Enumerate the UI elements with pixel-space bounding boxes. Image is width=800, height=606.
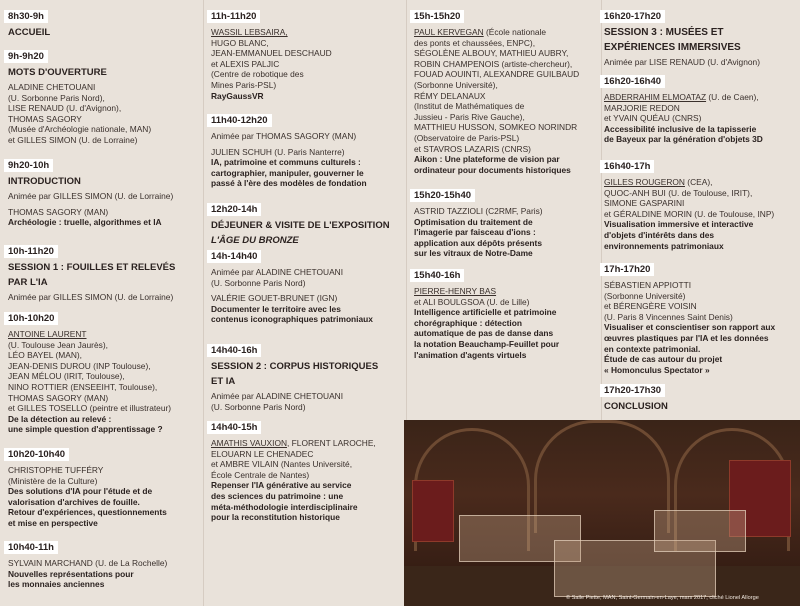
speaker-line: Mines Paris-PSL) xyxy=(211,79,277,90)
block-lines xyxy=(414,286,600,360)
speaker-line: JEAN-EMMANUEL DESCHAUD xyxy=(211,48,332,59)
talk-title: d'objets d'intérêts dans des xyxy=(604,229,715,240)
speaker-line: JULIEN SCHUH (U. Paris Nanterre) xyxy=(211,146,345,157)
session-block xyxy=(604,259,796,375)
speaker-line: (Sorbonne Université), xyxy=(414,79,498,90)
speaker-line: PIERRE-HENRY BAS xyxy=(414,286,497,296)
session-title: ACCUEIL xyxy=(8,27,51,38)
time-label: 16h20-16h40 xyxy=(600,75,665,88)
speaker-line: JEAN MÉLOU (IRIT, Toulouse), xyxy=(8,371,125,382)
speaker-line: SIMONE GASPARINI xyxy=(604,198,685,209)
speaker-line: RÉMY DELANAUX xyxy=(414,90,486,101)
speaker-line: Animée par THOMAS SAGORY (MAN) xyxy=(211,131,357,141)
speaker-line: SYLVAIN MARCHAND (U. de La Rochelle) xyxy=(8,558,168,568)
speaker-line: et ALI BOULGSOA (U. de Lille) xyxy=(414,296,530,307)
speaker-line: (U. Toulouse Jean Jaurès), xyxy=(8,339,108,350)
talk-title: les monnaies anciennes xyxy=(8,579,105,590)
talk-title: application aux dépôts présents xyxy=(414,237,542,248)
talk-title: la notation Beauchamp-Feuillet pour xyxy=(414,338,560,349)
speaker-line: Animée par GILLES SIMON (U. de Lorraine) xyxy=(8,292,174,302)
time-label: 15h40-16h xyxy=(410,269,464,282)
talk-title: ordinateur pour documents historiques xyxy=(414,164,571,175)
speaker-line: et STAVROS LAZARIS (CNRS) xyxy=(414,143,531,154)
speaker-name: ABDERRAHIM ELMOATAZ xyxy=(604,92,707,102)
speaker-line xyxy=(604,177,796,188)
speaker-line: Animée par GILLES SIMON (U. de Lorraine) xyxy=(8,191,174,201)
speaker-line: JEAN-DENIS DUROU (INP Toulouse), xyxy=(8,360,151,371)
speaker-line: Animée par ALADINE CHETOUANI xyxy=(211,267,344,277)
talk-title: méta-méthodologie interdisciplinaire xyxy=(211,501,358,512)
speaker-line: WASSIL LEBSAIRA, xyxy=(211,27,288,37)
speaker-line: THOMAS SAGORY (MAN) xyxy=(8,206,109,217)
block-lines xyxy=(211,391,399,412)
speaker-line: et BÉRENGÈRE VOISIN xyxy=(604,301,697,312)
session-block xyxy=(8,6,196,42)
session-title: ET IA xyxy=(211,376,236,387)
time-label: 15h-15h20 xyxy=(410,10,464,23)
talk-title: en contexte patrimonial. xyxy=(604,343,701,354)
speaker-line: CHRISTOPHE TUFFÉRY xyxy=(8,465,104,475)
speaker-line: (Ministère de la Culture) xyxy=(8,475,98,486)
session-block xyxy=(414,6,600,175)
talk-title: Intelligence artificielle et patrimoine xyxy=(414,307,557,318)
talk-title: RayGaussVR xyxy=(211,90,264,101)
photo-caption: © Salle Piette, MAN, Saint-Germain-en-Laye, mars 2017, cliché Lionel Allorge xyxy=(566,595,759,601)
block-lines xyxy=(414,206,600,259)
talk-title: passé à l'ère des modèles de fondation xyxy=(211,178,367,189)
speaker-affiliation: (École nationale xyxy=(483,27,547,37)
block-lines xyxy=(8,329,196,435)
session-block xyxy=(414,265,600,360)
session-block xyxy=(414,185,600,259)
talk-title: Documenter le territoire avec les xyxy=(211,303,341,314)
talk-title: et mise en perspective xyxy=(8,517,98,528)
speaker-name: GILLES ROUGERON xyxy=(604,177,685,187)
block-lines xyxy=(604,280,796,375)
speaker-line: Jussieu - Paris Rive Gauche), xyxy=(414,111,525,122)
speaker-line: (Institut de Mathématiques de xyxy=(414,101,525,112)
talk-title: de Bayeux par la génération d'objets 3D xyxy=(604,134,763,145)
speaker-line: (U. Sorbonne Paris Nord) xyxy=(211,401,306,412)
session-block xyxy=(211,340,399,412)
time-label: 8h30-9h xyxy=(4,10,48,23)
talk-title: des sciences du patrimoine : une xyxy=(211,490,344,501)
block-lines xyxy=(604,57,796,68)
block-lines xyxy=(604,177,796,251)
session-block xyxy=(604,380,796,416)
time-label: 10h40-11h xyxy=(4,541,58,554)
speaker-line: École Centrale de Nantes) xyxy=(211,469,310,480)
session-block xyxy=(604,156,796,251)
speaker-line: (Centre de robotique des xyxy=(211,69,304,80)
speaker-line: ANTOINE LAURENT xyxy=(8,329,87,339)
session-title: EXPÉRIENCES IMMERSIVES xyxy=(604,42,741,53)
block-lines xyxy=(8,558,196,590)
speaker-line: MARJORIE REDON xyxy=(604,102,680,113)
talk-title: De la détection au relevé : xyxy=(8,413,112,424)
speaker-line: et YVAIN QUÉAU (CNRS) xyxy=(604,113,702,124)
speaker-line: Animée par LISE RENAUD (U. d'Avignon) xyxy=(604,57,760,67)
talk-title: IA, patrimoine et communs culturels : xyxy=(211,157,361,168)
speaker-line: LISE RENAUD (U. d'Avignon), xyxy=(8,103,122,114)
time-label: 17h20-17h30 xyxy=(600,384,665,397)
talk-title: Nouvelles représentations pour xyxy=(8,568,134,579)
session-title: MOTS D'OUVERTURE xyxy=(8,67,107,78)
time-label: 10h-10h20 xyxy=(4,312,58,325)
speaker-affiliation: (CEA), xyxy=(684,177,713,187)
time-label: 17h-17h20 xyxy=(600,263,654,276)
talk-title: sur les vitraux de Notre-Dame xyxy=(414,248,533,259)
speaker-line: (Musée d'Archéologie nationale, MAN) xyxy=(8,124,152,135)
session-block xyxy=(604,71,796,145)
time-label: 16h20-17h20 xyxy=(600,10,665,23)
session-block xyxy=(8,537,196,590)
speaker-line: (Sorbonne Université) xyxy=(604,290,686,301)
speaker-line: THOMAS SAGORY (MAN) xyxy=(8,392,109,403)
speaker-line: ASTRID TAZZIOLI (C2RMF, Paris) xyxy=(414,206,543,216)
speaker-name: AMATHIS VAUXION xyxy=(211,438,288,448)
session-title: SESSION 1 : FOUILLES ET RELEVÉS xyxy=(8,262,176,273)
speaker-line: (U. Sorbonne Paris Nord), xyxy=(8,92,105,103)
talk-title: l'imagerie par faisceau d'ions : xyxy=(414,227,536,238)
time-label: 12h20-14h xyxy=(207,203,261,216)
column-1 xyxy=(8,0,196,606)
column-2 xyxy=(211,0,399,606)
time-label: 10h20-10h40 xyxy=(4,448,69,461)
speaker-line: NINO ROTTIER (ENSEEIHT, Toulouse), xyxy=(8,381,158,392)
time-label: 16h40-17h xyxy=(600,160,654,173)
block-lines xyxy=(8,191,196,228)
speaker-line: et GILLES SIMON (U. de Lorraine) xyxy=(8,134,138,145)
speaker-line: ALADINE CHETOUANI xyxy=(8,82,96,92)
speaker-name: PAUL KERVEGAN xyxy=(414,27,484,37)
talk-title: valorisation d'archives de fouille. xyxy=(8,496,140,507)
speaker-line: LÉO BAYEL (MAN), xyxy=(8,350,82,361)
speaker-line: (Observatoire de Paris-PSL) xyxy=(414,132,520,143)
block-lines xyxy=(414,27,600,175)
session-block xyxy=(604,6,796,68)
talk-title: cartographier, manipuler, gouverner le xyxy=(211,167,364,178)
session-block xyxy=(211,6,399,101)
time-label: 9h-9h20 xyxy=(4,50,48,63)
session-title: CONCLUSION xyxy=(604,401,668,412)
speaker-line: et GÉRALDINE MORIN (U. de Toulouse, INP) xyxy=(604,208,775,219)
speaker-line: Animée par ALADINE CHETOUANI xyxy=(211,391,344,401)
speaker-line: THOMAS SAGORY xyxy=(8,113,82,124)
time-label: 14h-14h40 xyxy=(207,250,261,263)
speaker-line xyxy=(414,27,600,38)
time-label: 14h40-15h xyxy=(207,421,261,434)
session-block xyxy=(8,308,196,435)
session-title: DÉJEUNER & VISITE DE L'EXPOSITION xyxy=(211,220,390,231)
block-lines xyxy=(8,465,196,529)
speaker-line: et GILLES TOSELLO (peintre et illustrateur) xyxy=(8,403,172,414)
time-label: 11h40-12h20 xyxy=(207,114,272,127)
time-label: 15h20-15h40 xyxy=(410,189,475,202)
speaker-line: VALÉRIE GOUET-BRUNET (IGN) xyxy=(211,293,338,304)
talk-title: Repenser l'IA générative au service xyxy=(211,480,352,491)
talk-title: Accessibilité inclusive de la tapisserie xyxy=(604,123,757,134)
session-block xyxy=(8,155,196,228)
session-block xyxy=(211,246,399,325)
talk-title: Retour d'expériences, questionnements xyxy=(8,507,167,518)
block-lines xyxy=(211,27,399,101)
time-label: 10h-11h20 xyxy=(4,245,58,258)
block-lines xyxy=(211,131,399,189)
talk-title: œuvres plastiques par l'IA et les données xyxy=(604,332,769,343)
talk-title: Aikon : Une plateforme de vision par xyxy=(414,154,560,165)
speaker-line: QUOC-ANH BUI (U. de Toulouse, IRIT), xyxy=(604,187,753,198)
session-title: SESSION 2 : CORPUS HISTORIQUES xyxy=(211,361,379,372)
time-label: 14h40-16h xyxy=(207,344,261,357)
session-block xyxy=(8,444,196,529)
talk-title: l'animation d'agents virtuels xyxy=(414,349,527,360)
speaker-line: (U. Sorbonne Paris Nord) xyxy=(211,277,306,288)
time-label: 11h-11h20 xyxy=(207,10,260,23)
talk-title: Étude de cas autour du projet xyxy=(604,354,723,365)
talk-title: contenus iconographiques patrimoniaux xyxy=(211,314,373,325)
session-block xyxy=(8,46,196,146)
talk-title: pour la reconstitution historique xyxy=(211,512,340,523)
talk-title: une simple question d'apprentissage ? xyxy=(8,424,163,435)
speaker-line: ELOUARN LE CHENADEC xyxy=(211,448,314,459)
talk-title: Visualiser et conscientiser son rapport aux xyxy=(604,322,776,333)
session-block xyxy=(211,110,399,189)
talk-title: Optimisation du traitement de xyxy=(414,216,533,227)
speaker-line xyxy=(211,438,399,449)
session-title: SESSION 3 : MUSÉES ET xyxy=(604,27,724,38)
speaker-line: et ALEXIS PALJIC xyxy=(211,58,280,69)
time-label: 9h20-10h xyxy=(4,159,53,172)
block-lines xyxy=(211,267,399,325)
speaker-line: FOUAD AOUINTI, ALEXANDRE GUILBAUD xyxy=(414,69,580,80)
speaker-affiliation: , FLORENT LAROCHE, xyxy=(287,438,376,448)
talk-title: Archéologie : truelle, algorithmes et IA xyxy=(8,217,162,228)
speaker-line: ROBIN CHAMPENOIS (artiste-chercheur), xyxy=(414,58,573,69)
speaker-line: SÉGOLÈNE ALBOUY, MATHIEU AUBRY, xyxy=(414,48,569,59)
session-title: INTRODUCTION xyxy=(8,176,81,187)
talk-title: chorégraphique : détection xyxy=(414,317,522,328)
block-lines xyxy=(8,292,196,303)
speaker-line: (U. Paris 8 Vincennes Saint Denis) xyxy=(604,311,733,322)
session-block xyxy=(211,417,399,523)
talk-title: « Homonculus Spectator » xyxy=(604,364,710,375)
talk-title: environnements patrimoniaux xyxy=(604,240,724,251)
speaker-line: des ponts et chaussées, ENPC), xyxy=(414,37,536,48)
talk-title: Visualisation immersive et interactive xyxy=(604,219,754,230)
talk-title: automatique de pas de danse dans xyxy=(414,328,554,339)
speaker-line: HUGO BLANC, xyxy=(211,37,269,48)
speaker-line: SÉBASTIEN APPIOTTI xyxy=(604,280,692,290)
block-lines xyxy=(8,82,196,146)
session-block xyxy=(211,199,399,250)
session-block xyxy=(8,241,196,303)
speaker-line xyxy=(604,92,796,103)
block-lines xyxy=(604,92,796,145)
talk-title: Des solutions d'IA pour l'étude et de xyxy=(8,486,153,497)
session-subtitle: L'ÂGE DU BRONZE xyxy=(211,235,299,246)
block-lines xyxy=(211,438,399,523)
session-title: PAR L'IA xyxy=(8,277,48,288)
speaker-line: MATTHIEU HUSSON, SOMKEO NORINDR xyxy=(414,122,578,133)
speaker-line: et AMBRE VILAIN (Nantes Université, xyxy=(211,459,353,470)
speaker-affiliation: (U. de Caen), xyxy=(706,92,759,102)
museum-photo xyxy=(404,420,800,606)
